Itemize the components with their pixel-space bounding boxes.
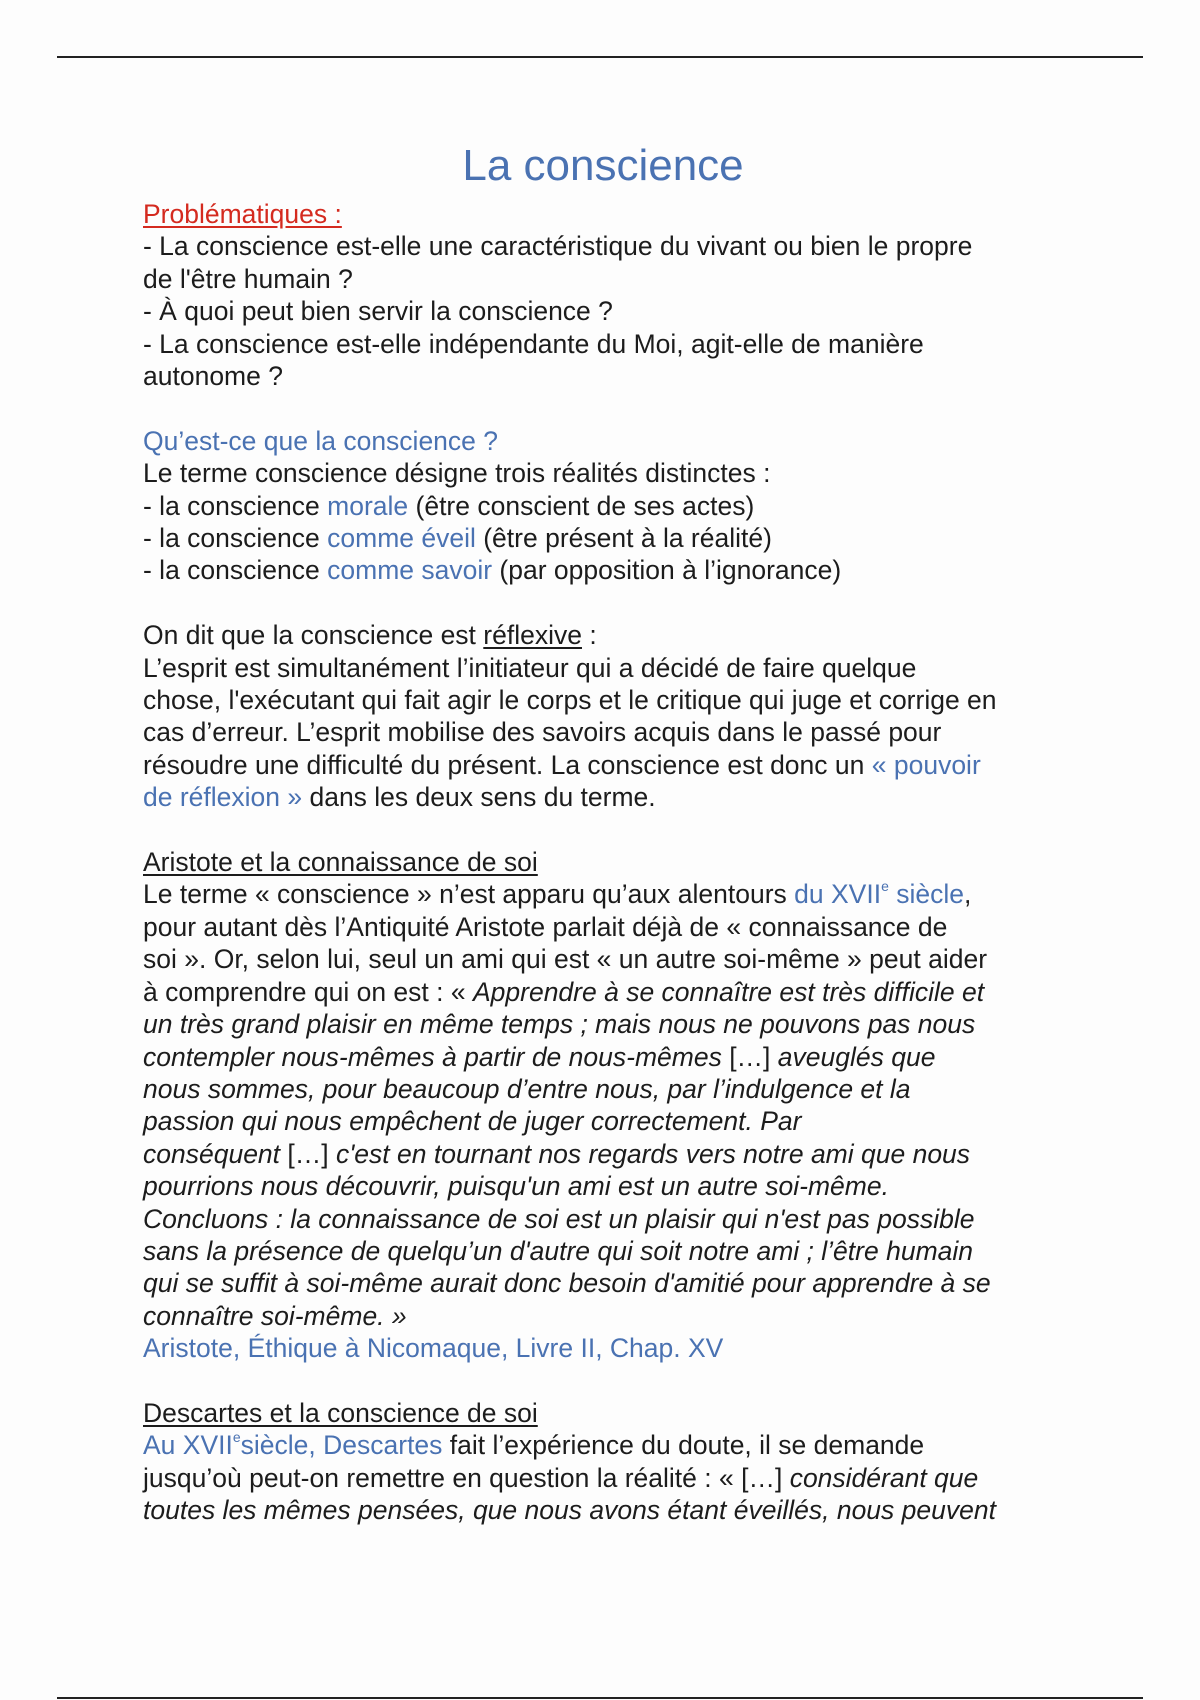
quote-text: Apprendre à se connaître est très difficile et [472,976,985,1007]
definition-item [143,522,1063,554]
definition-heading: Qu’est-ce que la conscience ? [143,425,499,456]
item-suffix: (être présent à la réalité) [475,523,772,554]
quote-line: qui se suffit à soi-même aurait donc besoin d'amitié pour apprendre à se [143,1268,991,1299]
quote-text: contempler nous-mêmes à partir de nous-mêmes [143,1041,722,1072]
aristote-heading: Aristote et la connaissance de soi [143,847,538,878]
ellipsis: […] [721,1041,778,1072]
quote-line: un très grand plaisir en même temps ; mais nous ne pouvons pas nous [143,1009,976,1040]
quote-text: considérant que [789,1462,979,1493]
paragraph-line: soi ». Or, selon lui, seul un ami qui est « un autre soi-même » peut aider [143,944,988,975]
definition-intro: Le terme conscience désigne trois réalités distinctes : [143,458,771,489]
definition-item [143,554,1063,586]
quote-text: aveuglés que [777,1041,936,1072]
reflexive-term: réflexive [483,620,582,651]
page-title: La conscience [462,141,744,190]
top-rule [57,56,1143,58]
line-text: dans les deux sens du terme. [302,782,656,813]
problematiques-section [143,198,1063,392]
reflexive-section [143,619,1063,813]
item-prefix: - la conscience [143,555,328,586]
problematiques-line: - À quoi peut bien servir la conscience ? [143,296,613,327]
highlight-term: de réflexion » [143,782,303,813]
paragraph-line [143,1462,1063,1494]
document-page [143,138,1063,1527]
quote-line: Concluons : la connaissance de soi est un plaisir qui n'est pas possible [143,1203,975,1234]
line-text: résoudre une difficulté du présent. La conscience est donc un [143,749,872,780]
century-term [143,1430,442,1460]
paragraph-line [143,976,1063,1008]
item-suffix: (par opposition à l’ignorance) [492,555,842,586]
century-term [794,879,964,909]
highlight-term: « pouvoir [871,749,981,780]
item-term: morale [327,490,409,521]
line-text: à comprendre qui on est : « [143,976,473,1007]
quote-line: toutes les mêmes pensées, que nous avons étant éveillés, nous peuvent [143,1495,996,1526]
item-prefix: - la conscience [143,490,328,521]
quote-text: conséquent [143,1138,281,1169]
item-term: comme éveil [327,523,476,554]
reflexive-lead [143,619,1063,651]
problematiques-heading: Problématiques : [143,199,342,229]
quote-line: nous sommes, pour beaucoup d’entre nous, par l’indulgence et la [143,1073,911,1104]
colon: : [581,620,597,651]
century-text: Au XVII [143,1430,233,1461]
problematiques-line: de l'être humain ? [143,263,353,294]
paragraph-line: pour autant dès l’Antiquité Aristote parlait déjà de « connaissance de [143,911,948,942]
paragraph-line: chose, l'exécutant qui fait agir le corps et le critique qui juge et corrige en [143,685,997,716]
line-text: Le terme « conscience » n’est apparu qu’aux alentours [143,879,795,910]
paragraph-line: cas d’erreur. L’esprit mobilise des savoirs acquis dans le passé pour [143,717,942,748]
aristote-section [143,846,1063,1365]
line-text: fait l’expérience du doute, il se demande [442,1430,925,1461]
paragraph-line: L’esprit est simultanément l’initiateur qui a décidé de faire quelque [143,652,917,683]
paragraph-line [143,781,1063,813]
item-term: comme savoir [327,555,493,586]
paragraph-line [143,878,1063,910]
century-text: du XVII [794,879,882,910]
line-text: jusqu’où peut-on remettre en question la réalité : « […] [143,1462,790,1493]
century-text: siècle, Descartes [240,1430,443,1461]
ellipsis: […] [280,1138,336,1169]
quote-line [143,1138,1063,1170]
quote-line: connaître soi-même. » [143,1300,407,1331]
superscript: e [232,1429,241,1446]
paragraph-line [143,1429,1063,1461]
problematiques-line: autonome ? [143,361,283,392]
quote-text: c'est en tournant nos regards vers notre ami que nous [335,1138,971,1169]
quote-source: Aristote, Éthique à Nicomaque, Livre II, Chap. XV [143,1333,724,1364]
descartes-heading: Descartes et la conscience de soi [143,1397,538,1428]
quote-line: sans la présence de quelqu’un d'autre qui soit notre ami ; l’être humain [143,1235,974,1266]
lead-text: On dit que la conscience est [143,620,484,651]
superscript: e [881,878,889,895]
definition-item [143,490,1063,522]
quote-line [143,1041,1063,1073]
item-suffix: (être conscient de ses actes) [408,490,755,521]
quote-line: pourrions nous découvrir, puisqu'un ami est un autre soi-même. [143,1171,889,1202]
bottom-rule [57,1697,1143,1699]
punctuation: , [963,879,972,910]
quote-line: passion qui nous empêchent de juger correctement. Par [143,1106,802,1137]
problematiques-line: - La conscience est-elle une caractéristique du vivant ou bien le propre [143,231,973,262]
problematiques-line: - La conscience est-elle indépendante du Moi, agit-elle de manière [143,328,924,359]
paragraph-line [143,749,1063,781]
century-text: siècle [888,879,964,910]
descartes-section [143,1397,1063,1527]
item-prefix: - la conscience [143,523,328,554]
definition-section [143,425,1063,587]
